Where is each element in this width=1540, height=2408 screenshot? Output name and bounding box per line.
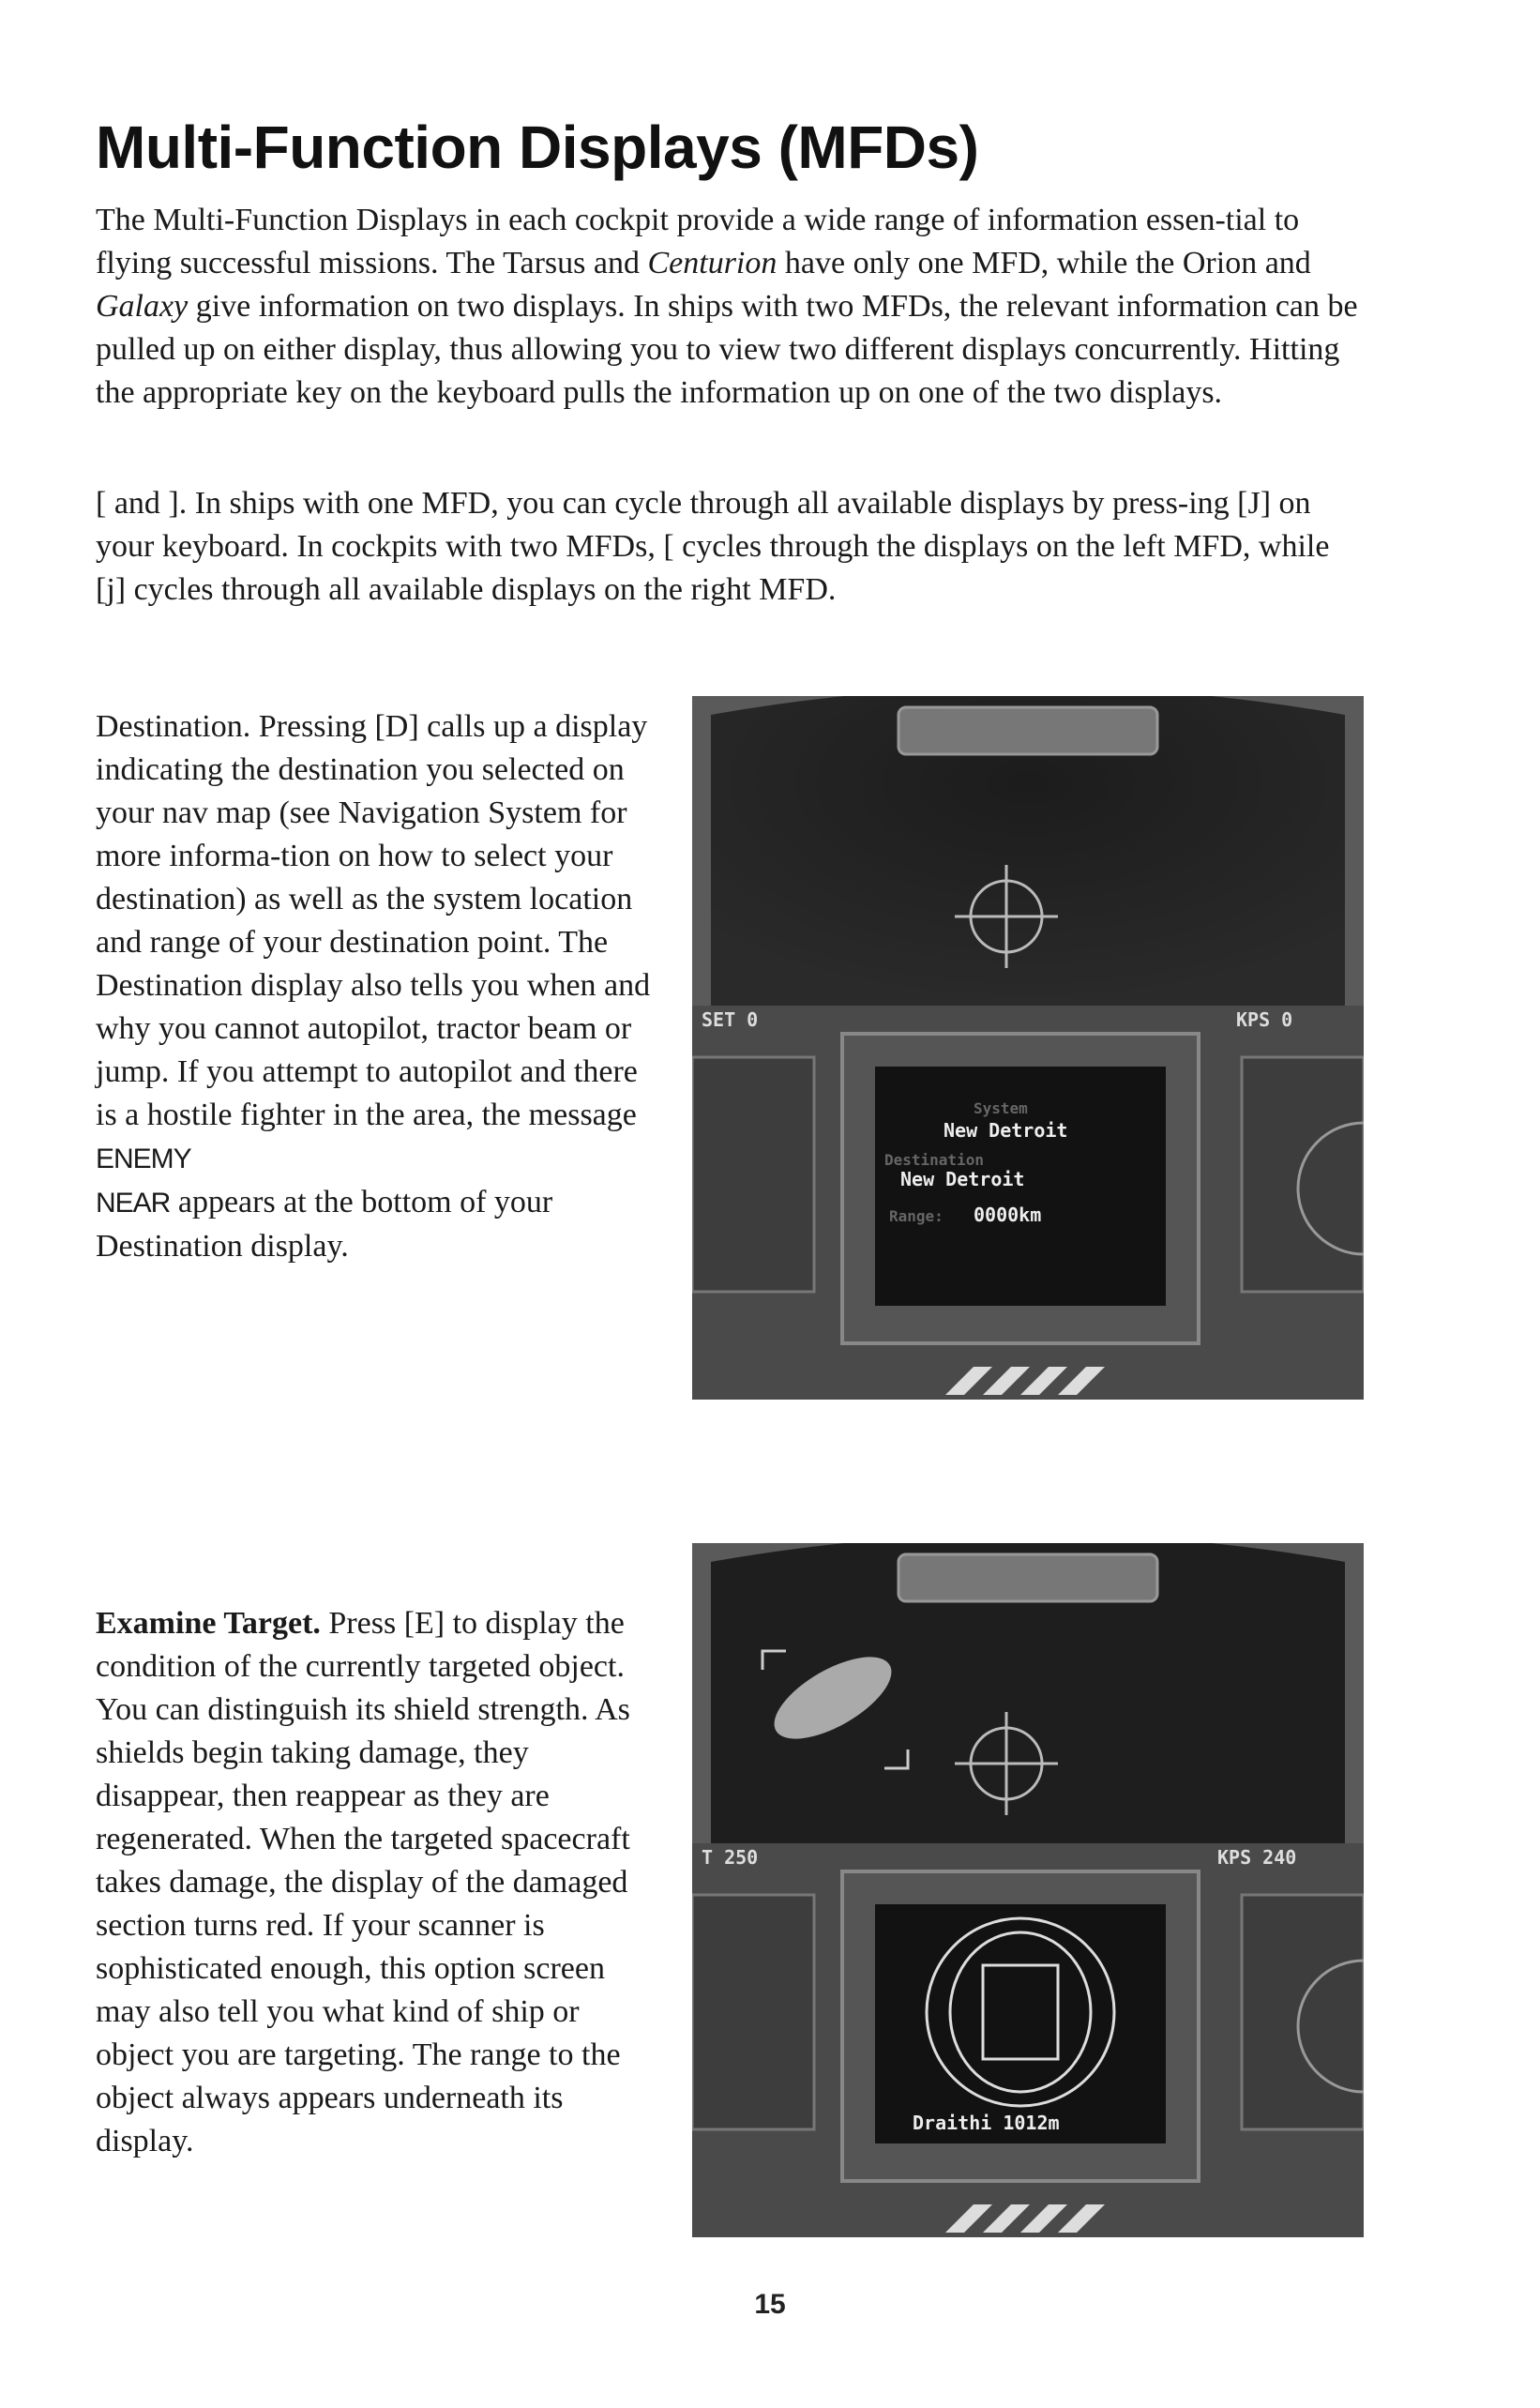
- near-message: NEAR: [96, 1188, 171, 1219]
- range-value: 0000km: [974, 1204, 1042, 1226]
- destination-text-1: Destination. Pressing [D] calls up a display indicating the destination you selected on your nav map (see Navigation System for more informa-tion on how to select your destination) as well as the system location and range of your destination point. The Destination display also tells you when and why you cannot autopilot, tractor beam or jump. If you attempt to autopilot and there is a hostile fighter in the area, the message: [96, 709, 651, 1132]
- examine-text: Press [E] to display the condition of the currently targeted object. You can distinguish its shield strength. As shields begin taking damage, they disappear, then reappear as they are regenerated. When the targeted spacecraft takes damage, the display of the damaged section turns red. If your scanner is sophisticated enough, this option screen may also tell you what kind of ship or object you are targeting. The range to the object always appears underneath its display.: [96, 1606, 630, 2158]
- intro-text-2: have only one MFD, while the Orion and: [777, 246, 1311, 280]
- examine-target-screenshot: [692, 1543, 1364, 2237]
- left-panel: [692, 1057, 814, 1292]
- page-title: Multi-Function Displays (MFDs): [96, 114, 979, 181]
- right-gauge-label: KPS 0: [1236, 1008, 1293, 1031]
- cockpit-examine-illustration: [692, 1543, 1364, 2237]
- cockpit-destination-illustration: [692, 696, 1364, 1400]
- intro-centurion: Centurion: [647, 246, 778, 280]
- examine-paragraph: [96, 1602, 658, 2163]
- left-gauge-label: T 250: [702, 1846, 759, 1869]
- destination-text-2: appears at the bottom of your Destination display.: [96, 1185, 553, 1264]
- right-panel: [1242, 1895, 1364, 2129]
- destination-paragraph: [96, 705, 658, 1268]
- top-gauge: [898, 707, 1157, 754]
- intro-galaxy: Galaxy: [96, 289, 189, 324]
- system-value: New Detroit: [944, 1119, 1068, 1142]
- intro-paragraph: [96, 199, 1362, 415]
- enemy-message: ENEMY: [96, 1143, 191, 1174]
- examine-heading: Examine Target.: [96, 1606, 321, 1641]
- intro-text-1: The Multi-Function Displays in each cockpit provide a wide range of information essen-tial to flying successful missions. The Tarsus and: [96, 203, 1300, 280]
- right-gauge-label: KPS 240: [1217, 1846, 1297, 1869]
- mfd-screen: [875, 1904, 1166, 2143]
- right-panel: [1242, 1057, 1364, 1292]
- destination-value: New Detroit: [900, 1168, 1025, 1190]
- left-gauge-label: SET 0: [702, 1008, 759, 1031]
- destination-label: Destination: [884, 1151, 984, 1169]
- range-label: Range:: [889, 1207, 944, 1225]
- keys-paragraph: [ and ]. In ships with one MFD, you can cycle through all available displays by press-ing [J] on your keyboard. In cockpits with two MFDs, [ cycles through the displays on the left MFD, while [j] cycles through all available displays on the right MFD.: [96, 486, 1330, 607]
- system-label: System: [974, 1099, 1028, 1117]
- target-readout: Draithi 1012m: [913, 2112, 1060, 2134]
- destination-screenshot: [692, 696, 1364, 1400]
- top-gauge: [898, 1554, 1157, 1601]
- page-number: 15: [754, 2289, 786, 2320]
- left-panel: [692, 1895, 814, 2129]
- intro-text-3: give information on two displays. In ships with two MFDs, the relevant information can be pulled up on either display, thus allowing you to view two different displays concurrently. Hitting the appropriate key on the keyboard pulls the information up on one of the two displays.: [96, 289, 1358, 410]
